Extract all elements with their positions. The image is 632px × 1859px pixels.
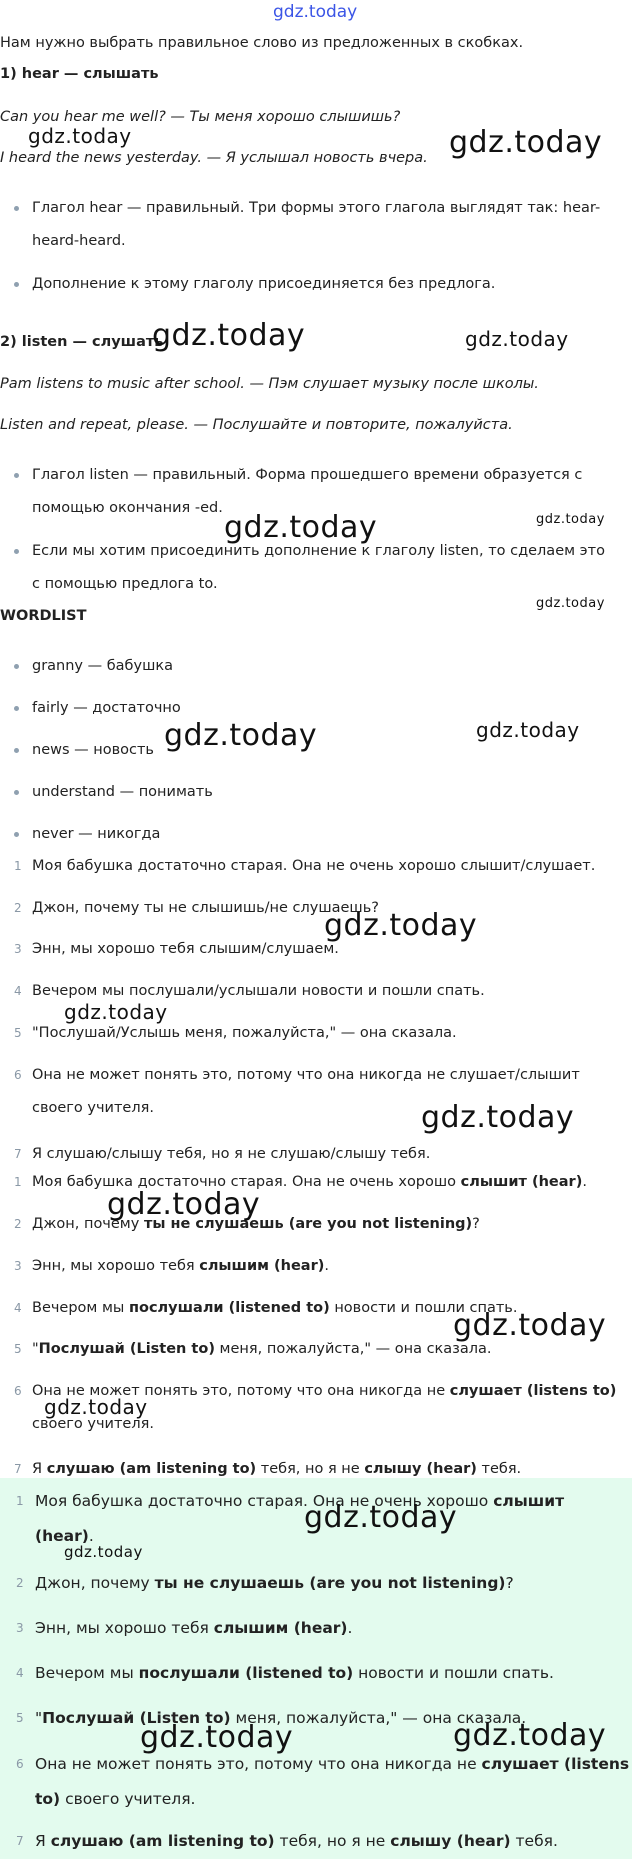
answer-text: Моя бабушка достаточно старая. Она не очень хорошо слышит — [35, 1492, 565, 1510]
answer-number: 5 — [14, 1342, 22, 1356]
bullet-icon — [14, 549, 19, 554]
answer-text: Вечером мы послушали (listened to) новости и пошли спать. — [32, 1300, 518, 1316]
answer-number: 1 — [16, 1494, 24, 1508]
wordlist-item: news — новость — [32, 742, 154, 758]
section-heading-hear: 1) hear — слышать — [0, 66, 159, 82]
task-number: 5 — [14, 1026, 22, 1040]
bullet-icon — [14, 664, 19, 669]
watermark: gdz.today — [44, 1395, 148, 1419]
answer-text: своего учителя. — [32, 1416, 154, 1432]
watermark: gdz.today — [453, 1718, 607, 1753]
answer-text: Моя бабушка достаточно старая. Она не очень хорошо слышит (hear). — [32, 1174, 587, 1190]
wordlist-item: fairly — достаточно — [32, 700, 181, 716]
watermark: gdz.today — [449, 125, 603, 160]
watermark: gdz.today — [476, 718, 580, 742]
watermark: gdz.today — [421, 1100, 575, 1135]
answer-text: Вечером мы послушали (listened to) новости и пошли спать. — [35, 1664, 554, 1682]
answer-number: 3 — [14, 1259, 22, 1273]
watermark: gdz.today — [64, 1000, 168, 1024]
wordlist-item: granny — бабушка — [32, 658, 173, 674]
task-number: 6 — [14, 1068, 22, 1082]
bullet-icon — [14, 282, 19, 287]
task-text: своего учителя. — [32, 1100, 154, 1116]
task-number: 7 — [14, 1147, 22, 1161]
answer-number: 6 — [14, 1384, 22, 1398]
task-text: Вечером мы послушали/услышали новости и пошли спать. — [32, 983, 485, 999]
answer-text: to) своего учителя. — [35, 1790, 196, 1808]
wordlist-item: understand — понимать — [32, 784, 213, 800]
wordlist-item: never — никогда — [32, 826, 161, 842]
task-text: Энн, мы хорошо тебя слышим/слушаем. — [32, 941, 339, 957]
watermark: gdz.today — [453, 1308, 607, 1343]
watermark: gdz.today — [64, 1543, 143, 1561]
watermark: gdz.today — [324, 908, 478, 943]
watermark: gdz.today — [107, 1187, 261, 1222]
watermark: gdz.today — [164, 718, 318, 753]
watermark: gdz.today — [224, 510, 378, 545]
task-number: 2 — [14, 901, 22, 915]
answer-number: 7 — [16, 1834, 24, 1848]
example-sentence: Can you hear me well? — Ты меня хорошо слышишь? — [0, 109, 401, 125]
answer-text: Она не может понять это, потому что она никогда не слушает (listens — [35, 1755, 630, 1773]
task-text: Моя бабушка достаточно старая. Она не очень хорошо слышит/слушает. — [32, 858, 596, 874]
bullet-icon — [14, 832, 19, 837]
answer-text: (hear). — [35, 1527, 94, 1545]
answer-text: Она не может понять это, потому что она никогда не слушает (listens to) — [32, 1383, 617, 1399]
answer-text: Джон, почему ты не слушаешь (are you not listening)? — [35, 1574, 514, 1592]
rule-text: Дополнение к этому глаголу присоединяется без предлога. — [32, 276, 496, 292]
watermark: gdz.today — [304, 1500, 458, 1535]
watermark: gdz.today — [152, 318, 306, 353]
rule-text: heard-heard. — [32, 233, 126, 249]
answer-text: Джон, почему ты не слушаешь (are you not listening)? — [32, 1216, 480, 1232]
rule-text: с помощью предлога to. — [32, 576, 218, 592]
watermark: gdz.today — [465, 327, 569, 351]
watermark: gdz.today — [536, 596, 605, 611]
answer-number: 7 — [14, 1462, 22, 1476]
task-text: Она не может понять это, потому что она никогда не слушает/слышит — [32, 1067, 580, 1083]
answer-number: 1 — [14, 1175, 22, 1189]
answer-number: 4 — [14, 1301, 22, 1315]
watermark: gdz.today — [28, 124, 132, 148]
answer-number: 3 — [16, 1621, 24, 1635]
answer-number: 2 — [14, 1217, 22, 1231]
task-number: 1 — [14, 859, 22, 873]
wordlist-heading: WORDLIST — [0, 608, 87, 624]
task-text: Я слушаю/слышу тебя, но я не слушаю/слышу тебя. — [32, 1146, 431, 1162]
intro-text: Нам нужно выбрать правильное слово из предложенных в скобках. — [0, 35, 524, 51]
answer-text: Я слушаю (am listening to) тебя, но я не слышу (hear) тебя. — [32, 1461, 522, 1477]
bullet-icon — [14, 706, 19, 711]
rule-text: Глагол hear — правильный. Три формы этого глагола выглядят так: hear- — [32, 200, 601, 216]
answer-number: 6 — [16, 1757, 24, 1771]
answer-text: "Послушай (Listen to) меня, пожалуйста," — она сказала. — [35, 1709, 527, 1727]
rule-text: Глагол listen — правильный. Форма прошедшего времени образуется с — [32, 467, 583, 483]
example-sentence: Listen and repeat, please. — Послушайте и повторите, пожалуйста. — [0, 417, 513, 433]
bullet-icon — [14, 790, 19, 795]
answer-number: 2 — [16, 1576, 24, 1590]
bullet-icon — [14, 206, 19, 211]
answer-text: "Послушай (Listen to) меня, пожалуйста," — она сказала. — [32, 1341, 492, 1357]
example-sentence: Pam listens to music after school. — Пэм слушает музыку после школы. — [0, 376, 539, 392]
answer-number: 5 — [16, 1711, 24, 1725]
section-heading-listen: 2) listen — слушать — [0, 334, 164, 350]
watermark: gdz.today — [536, 512, 605, 527]
bullet-icon — [14, 473, 19, 478]
bullet-icon — [14, 748, 19, 753]
answer-text: Я слушаю (am listening to) тебя, но я не слышу (hear) тебя. — [35, 1832, 558, 1850]
rule-text: Если мы хотим присоединить дополнение к глаголу listen, то сделаем это — [32, 543, 605, 559]
task-text: Джон, почему ты не слышишь/не слушаешь? — [32, 900, 379, 916]
task-number: 3 — [14, 942, 22, 956]
answer-number: 4 — [16, 1666, 24, 1680]
site-title[interactable]: gdz.today — [273, 2, 358, 22]
task-number: 4 — [14, 984, 22, 998]
example-sentence: I heard the news yesterday. — Я услышал новость вчера. — [0, 150, 428, 166]
watermark: gdz.today — [140, 1720, 294, 1755]
answer-text: Энн, мы хорошо тебя слышим (hear). — [35, 1619, 353, 1637]
task-text: "Послушай/Услышь меня, пожалуйста," — она сказала. — [32, 1025, 457, 1041]
answer-text: Энн, мы хорошо тебя слышим (hear). — [32, 1258, 329, 1274]
rule-text: помощью окончания -ed. — [32, 500, 223, 516]
